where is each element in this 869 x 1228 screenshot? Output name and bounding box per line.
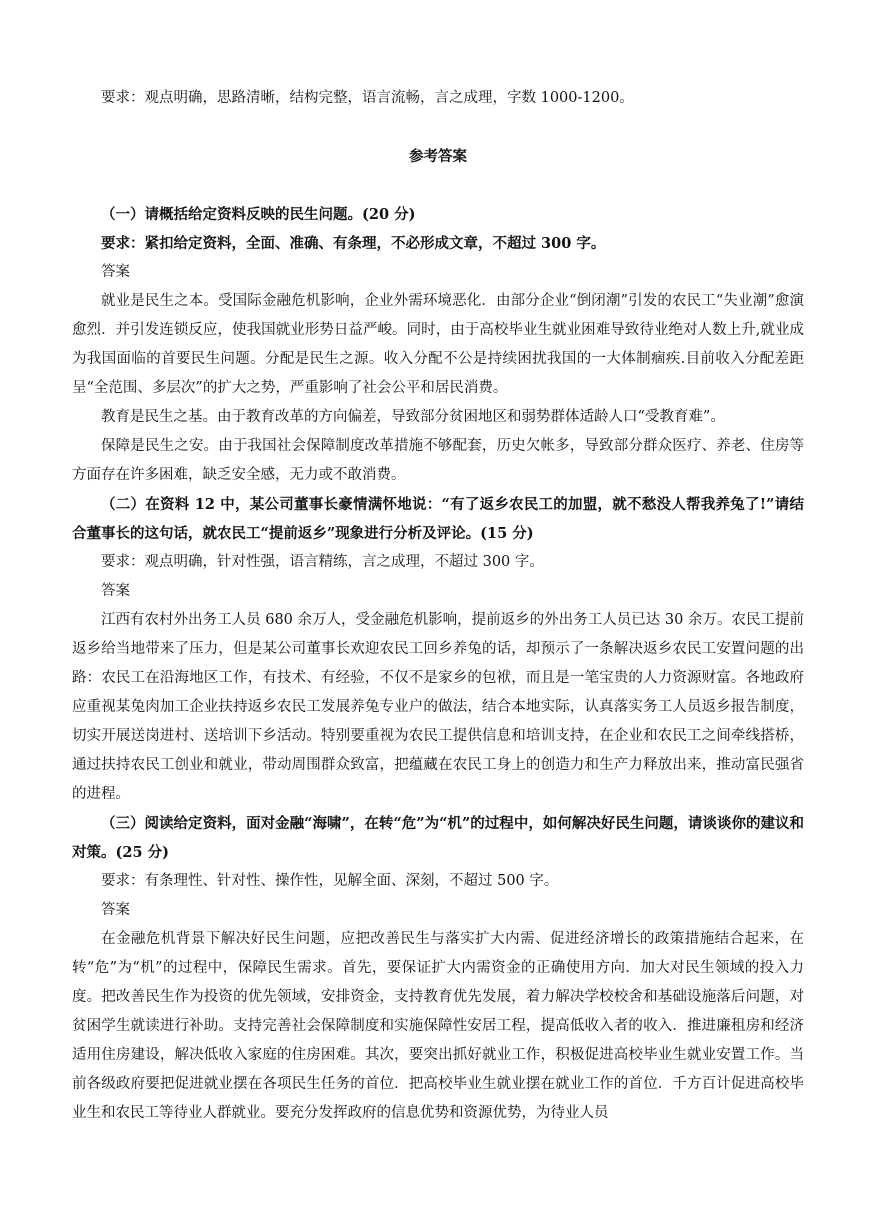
- question-3-section: [72, 809, 804, 1128]
- question-2-requirement: 要求：观点明确，针对性强，语言精练，言之成理，不超过 300 字。: [101, 554, 544, 570]
- question-1-section: [72, 200, 804, 490]
- answer-paragraph: 在金融危机背景下解决好民生问题，应把改善民生与落实扩大内需、促进经济增长的政策措施结合起来，在转“危”为“机”的过程中，保障民生需求。首先，要保证扩大内需资金的正确使用方向．加大对民生领域的投入力度。把改善民生作为投资的优先领域，安排资金，支持教育优先发展，着力解决学校校舍和基础设施落后问题，对贫困学生就读进行补助。支持完善社会保障制度和实施保障性安居工程，提高低收入者的收入．推进廉租房和经济适用住房建设，解决低收入家庭的住房困难。其次，要突出抓好就业工作，积极促进高校毕业生就业安置工作。当前各级政府要把促进就业摆在各项民生任务的首位．把高校毕业生就业摆在就业工作的首位．千方百计促进高校毕业生和农民工等待业人群就业。要充分发挥政府的信息优势和资源优势，为待业人员: [72, 931, 804, 1121]
- answer-paragraph: 保障是民生之安。由于我国社会保障制度改革措施不够配套，历史欠帐多，导致部分群众医疗、养老、住房等方面存在许多困难，缺乏安全感，无力或不敢消费。: [72, 438, 804, 483]
- question-3-answer-label: 答案: [101, 902, 130, 918]
- question-2-answer-label: 答案: [101, 583, 130, 599]
- question-3-requirement: 要求：有条理性、针对性、操作性，见解全面、深刻，不超过 500 字。: [101, 873, 559, 889]
- question-1-requirement: 要求：紧扣给定资料，全面、准确、有条理，不必形成文章，不超过 300 字。: [101, 235, 606, 252]
- question-3: （三）阅读给定资料，面对金融“海啸”，在转“危”为“机”的过程中，如何解决好民生问题，请谈谈你的建议和对策。(25 分): [72, 815, 804, 861]
- intro-requirement: 要求：观点明确，思路清晰，结构完整，语言流畅，言之成理，字数 1000-1200。: [101, 90, 634, 106]
- answer-paragraph: 就业是民生之本。受国际金融危机影响，企业外需环境恶化．由部分企业“倒闭潮”引发的农民工“失业潮”愈演愈烈．并引发连锁反应，使我国就业形势日益严峻。同时，由于高校毕业生就业困难导致待业绝对人数上升,就业成为我国面临的首要民生问题。分配是民生之源。收入分配不公是持续困扰我国的一大体制痼疾.目前收入分配差距呈“全范围、多层次”的扩大之势，严重影响了社会公平和居民消费。: [72, 293, 804, 396]
- page-title: 参考答案: [409, 148, 467, 165]
- question-1-answer-label: 答案: [101, 264, 130, 280]
- answer-paragraph: 教育是民生之基。由于教育改革的方向偏差，导致部分贫困地区和弱势群体适龄人口“受教育难”。: [101, 409, 725, 425]
- question-2: （二）在资料 12 中，某公司董事长豪情满怀地说：“有了返乡农民工的加盟，就不愁没人帮我养兔了!”请结合董事长的这句话，就农民工“提前返乡”现象进行分析及评论。(15 分): [72, 496, 804, 542]
- document-page: [72, 84, 804, 1128]
- answer-paragraph: 江西有农村外出务工人员 680 余万人，受金融危机影响，提前返乡的外出务工人员已达 30 余万。农民工提前返乡给当地带来了压力，但是某公司董事长欢迎农民工回乡养兔的话，却预示了一条解决返乡农民工安置问题的出路：农民工在沿海地区工作，有技术、有经验，不仅不是家乡的包袱，而且是一笔宝贵的人力资源财富。各地政府应重视某兔肉加工企业扶持返乡农民工发展养兔专业户的做法，结合本地实际，认真落实务工人员返乡报告制度，切实开展送岗进村、送培训下乡活动。特别要重视为农民工提供信息和培训支持，在企业和农民工之间牵线搭桥，通过扶持农民工创业和就业，带动周围群众致富，把蕴藏在农民工身上的创造力和生产力释放出来，推动富民强省的进程。: [72, 612, 804, 802]
- question-2-section: [72, 490, 804, 809]
- question-1: （一）请概括给定资料反映的民生问题。(20 分): [101, 206, 416, 223]
